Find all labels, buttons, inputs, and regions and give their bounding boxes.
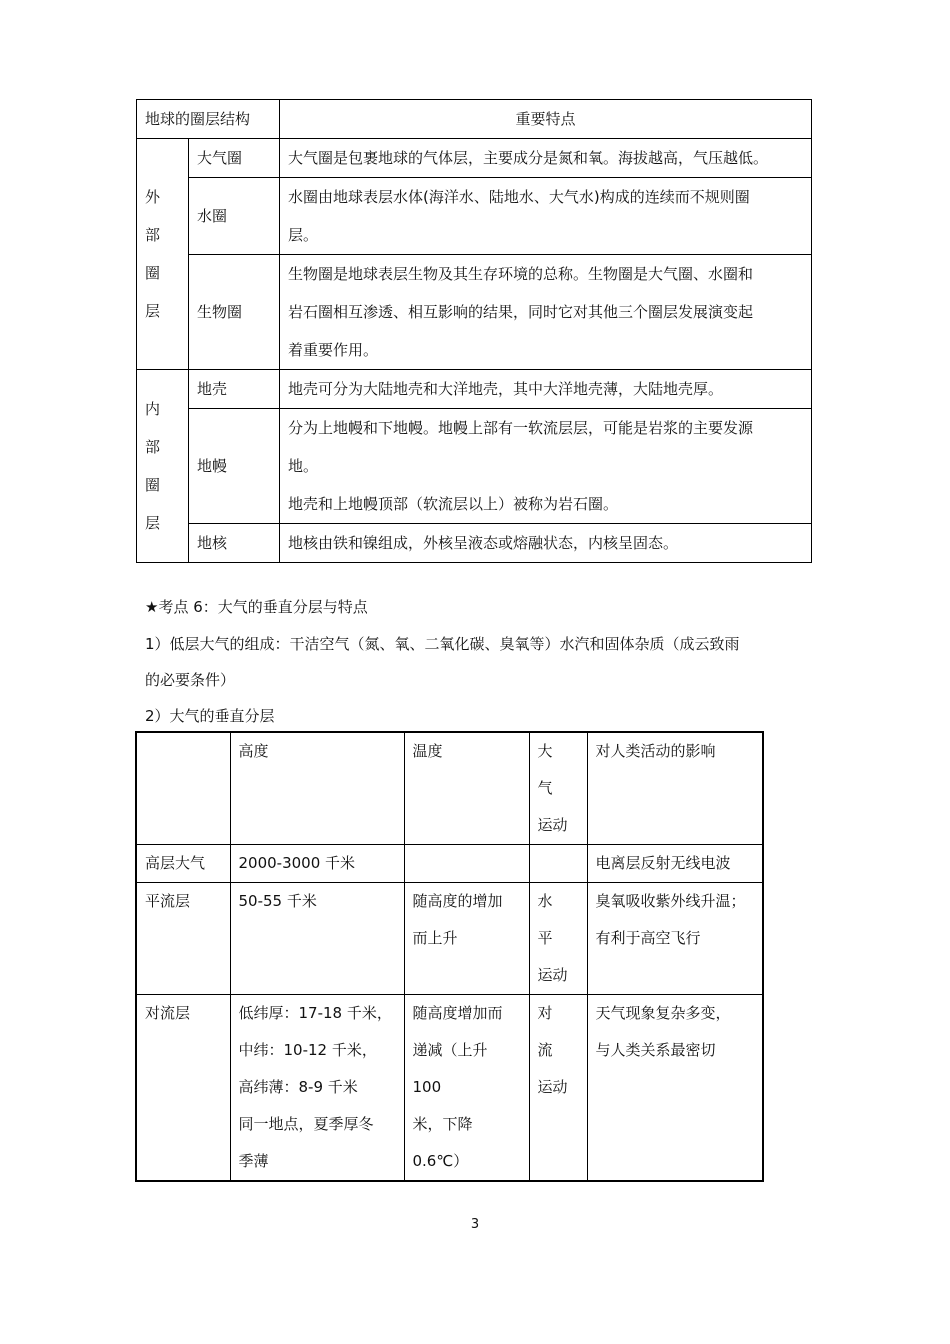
item-1-line-2: 的必要条件） xyxy=(145,671,236,689)
layers-row-core xyxy=(137,524,812,563)
atmos-height: 低纬厚：17-18 千米， 中纬：10-12 千米， 高纬薄：8-9 千米 同一地点，夏季厚冬 季薄 xyxy=(230,995,404,1182)
layers-row-hydrosphere xyxy=(137,178,812,255)
layers-row-atmosphere xyxy=(137,139,812,178)
atmos-layer-name: 平流层 xyxy=(136,883,230,995)
atmos-height: 50-55 千米 xyxy=(230,883,404,995)
section-title: ★考点 6：大气的垂直分层与特点 xyxy=(145,598,368,616)
layer-feature: 大气圈是包裹地球的气体层，主要成分是氮和氧。海拔越高，气压越低。 xyxy=(280,139,812,178)
atmosphere-layers-table xyxy=(135,731,764,1182)
atmos-layer-name: 对流层 xyxy=(136,995,230,1182)
item-2: 2）大气的垂直分层 xyxy=(145,707,275,725)
layers-row-biosphere xyxy=(137,255,812,370)
atmos-impact: 天气现象复杂多变， 与人类关系最密切 xyxy=(587,995,763,1182)
layers-header-features: 重要特点 xyxy=(280,100,812,139)
inner-layers-label: 内 部 圈 层 xyxy=(137,370,189,563)
layer-feature: 生物圈是地球表层生物及其生存环境的总称。生物圈是大气圈、水圈和 岩石圈相互渗透、相互影响的结果，同时它对其他三个圈层发展演变起 着重要作用。 xyxy=(280,255,812,370)
outer-layers-label: 外 部 圈 层 xyxy=(137,139,189,370)
atmos-row-stratosphere xyxy=(136,883,763,995)
layers-row-mantle xyxy=(137,409,812,524)
atmos-header-empty xyxy=(136,732,230,845)
layer-name: 地核 xyxy=(189,524,280,563)
layer-feature: 分为上地幔和下地幔。地幔上部有一软流层层，可能是岩浆的主要发源 地。 地壳和上地幔顶部（软流层以上）被称为岩石圈。 xyxy=(280,409,812,524)
item-1-line-1: 1）低层大气的组成：干洁空气（氮、氧、二氧化碳、臭氧等）水汽和固体杂质（成云致雨 xyxy=(145,635,740,653)
atmos-header-motion: 大 气 运动 xyxy=(529,732,587,845)
atmos-header-temperature: 温度 xyxy=(404,732,529,845)
atmos-header-height: 高度 xyxy=(230,732,404,845)
atmos-motion xyxy=(529,845,587,883)
atmos-row-troposphere xyxy=(136,995,763,1182)
layer-feature: 水圈由地球表层水体(海洋水、陆地水、大气水)构成的连续而不规则圈 层。 xyxy=(280,178,812,255)
layers-header-row xyxy=(137,100,812,139)
atmos-temperature: 随高度的增加 而上升 xyxy=(404,883,529,995)
atmos-impact: 电离层反射无线电波 xyxy=(587,845,763,883)
atmos-motion: 对 流 运动 xyxy=(529,995,587,1182)
layer-name: 地幔 xyxy=(189,409,280,524)
layer-name: 生物圈 xyxy=(189,255,280,370)
earth-layers-table xyxy=(136,99,812,563)
page-number: 3 xyxy=(470,1217,480,1232)
layer-name: 地壳 xyxy=(189,370,280,409)
atmos-height: 2000-3000 千米 xyxy=(230,845,404,883)
layers-header-structure: 地球的圈层结构 xyxy=(137,100,280,139)
layer-name: 大气圈 xyxy=(189,139,280,178)
atmos-temperature xyxy=(404,845,529,883)
layers-row-crust xyxy=(137,370,812,409)
layer-feature: 地核由铁和镍组成，外核呈液态或熔融状态，内核呈固态。 xyxy=(280,524,812,563)
atmos-header-row xyxy=(136,732,763,845)
atmos-temperature: 随高度增加而 递减（上升 100 米，下降 0.6℃） xyxy=(404,995,529,1182)
atmos-row-upper xyxy=(136,845,763,883)
layer-feature: 地壳可分为大陆地壳和大洋地壳，其中大洋地壳薄，大陆地壳厚。 xyxy=(280,370,812,409)
atmos-header-impact: 对人类活动的影响 xyxy=(587,732,763,845)
atmos-layer-name: 高层大气 xyxy=(136,845,230,883)
layer-name: 水圈 xyxy=(189,178,280,255)
atmos-impact: 臭氧吸收紫外线升温； 有利于高空飞行 xyxy=(587,883,763,995)
atmos-motion: 水 平 运动 xyxy=(529,883,587,995)
